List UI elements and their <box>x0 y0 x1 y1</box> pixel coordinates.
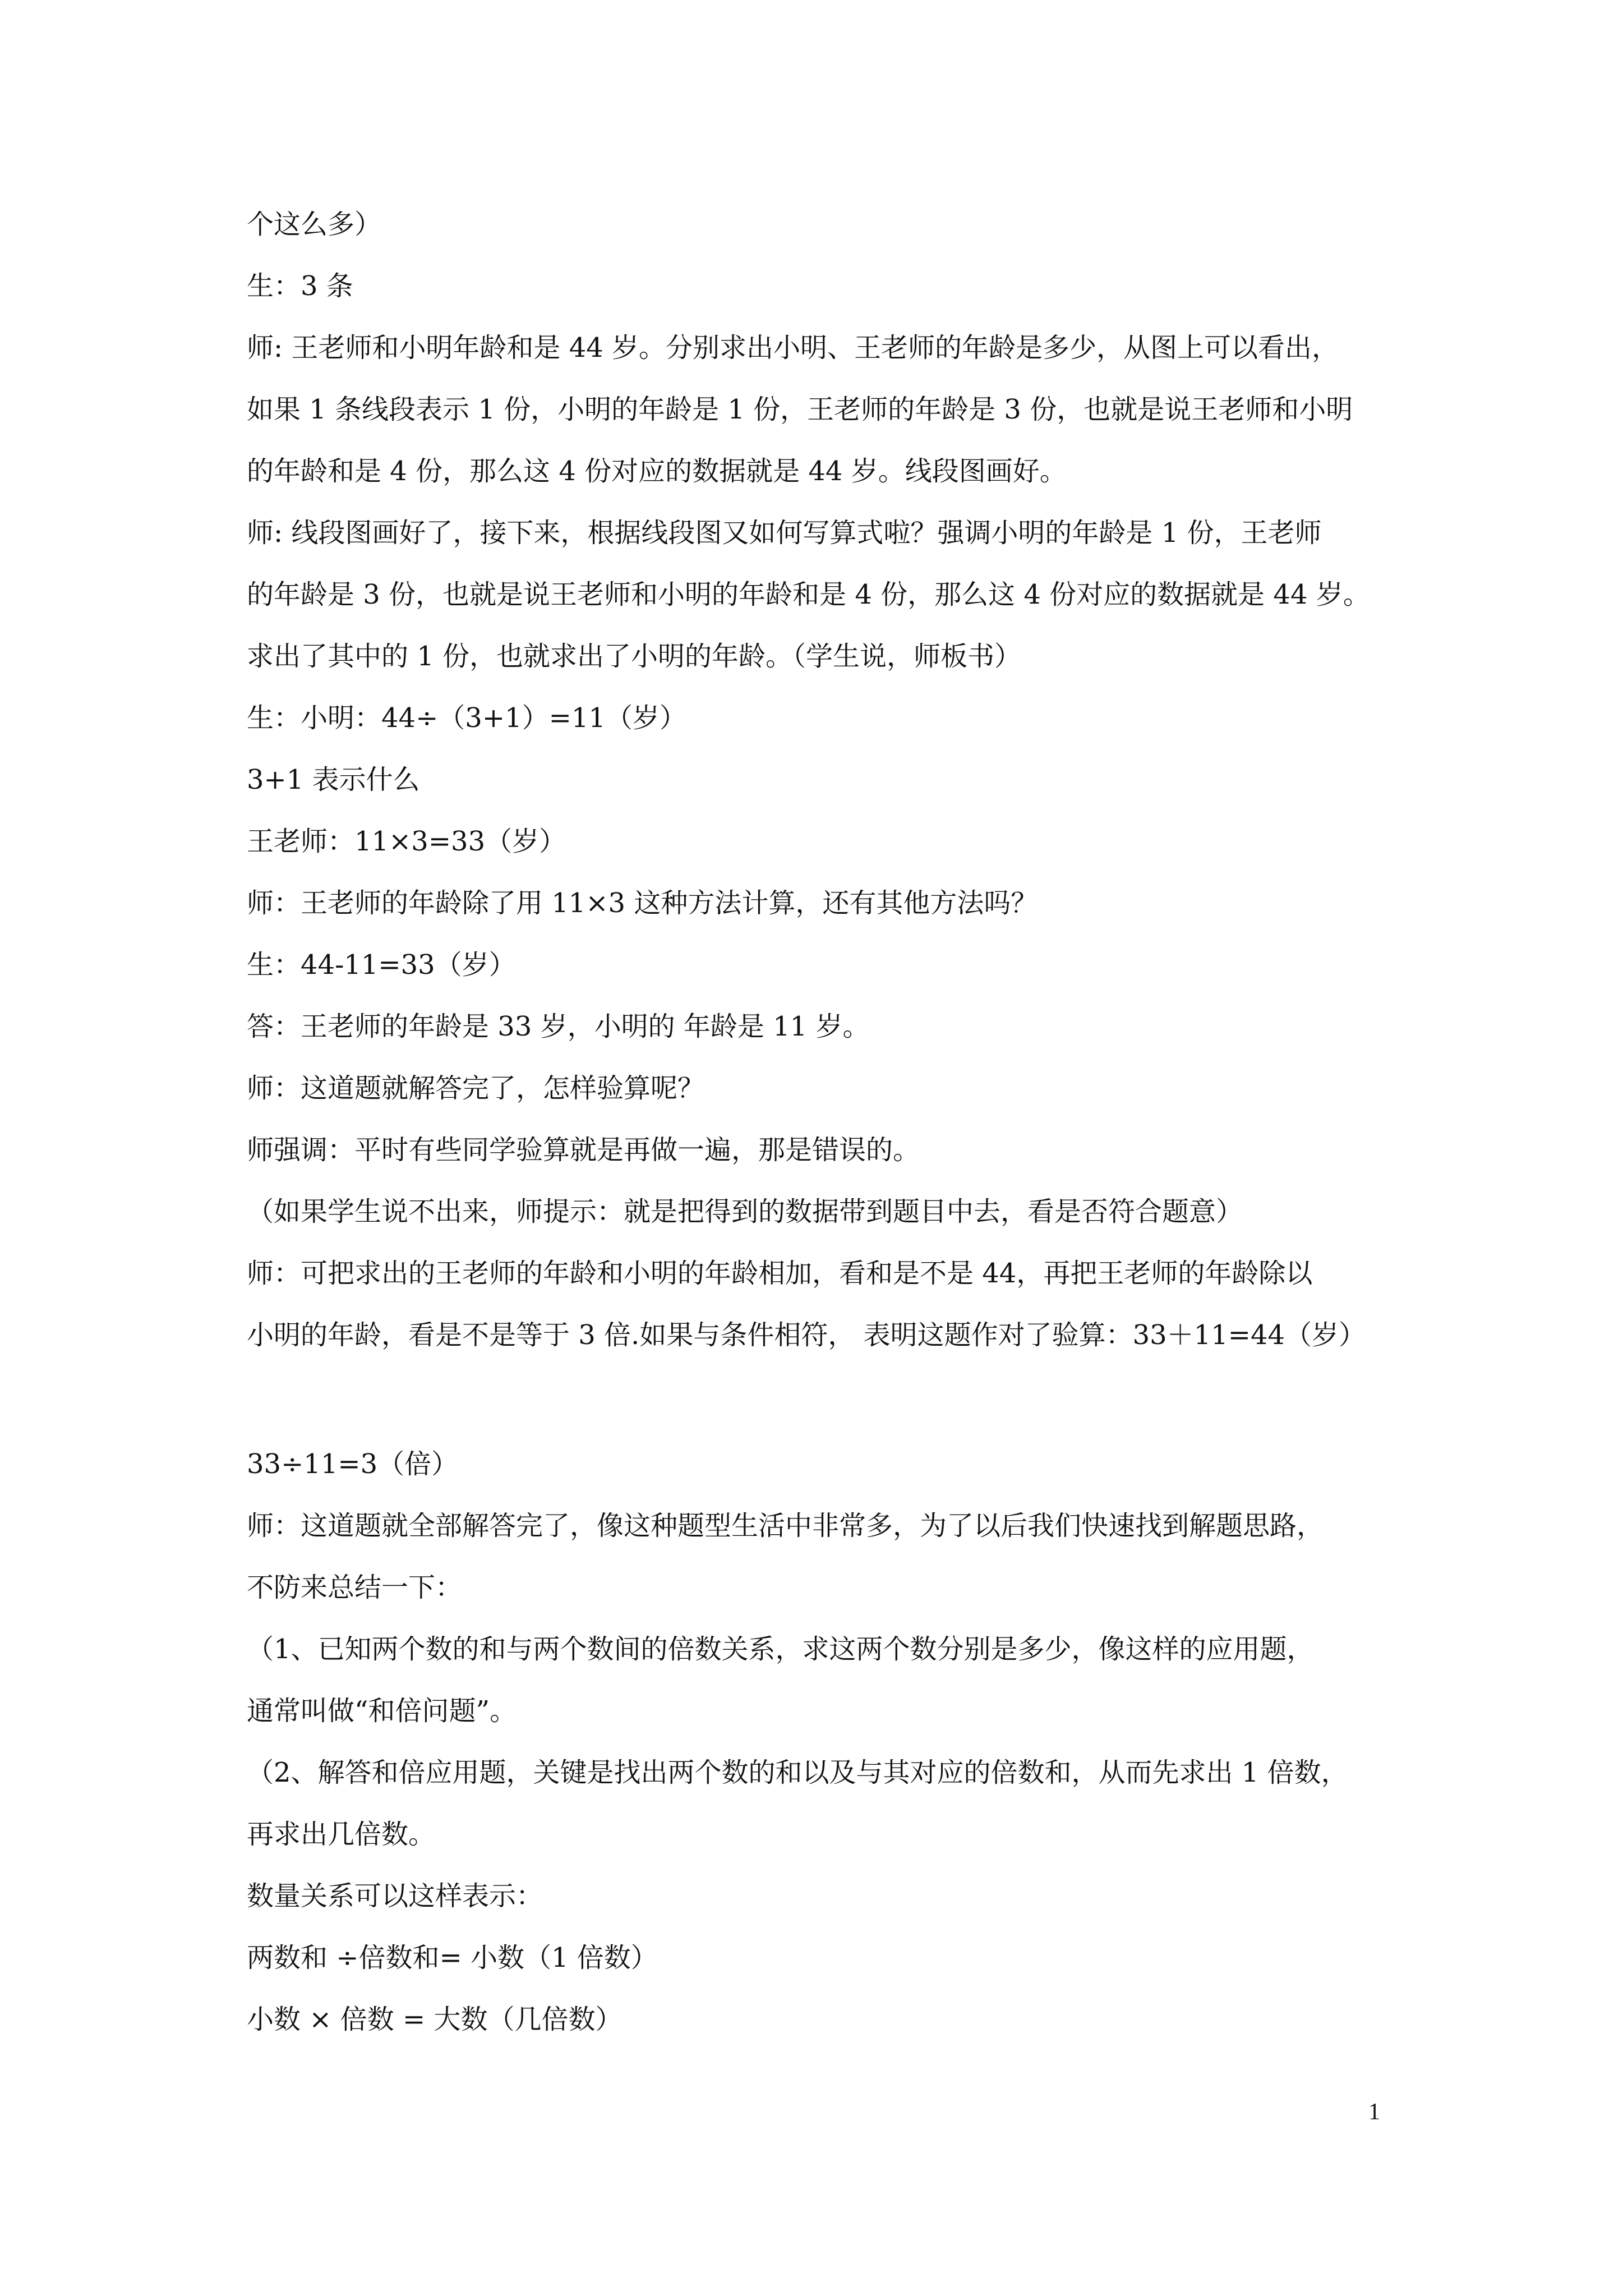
text-line: 师强调：平时有些同学验算就是再做一遍，那是错误的。 <box>247 1134 920 1166</box>
text-line: 生：44-11=33（岁） <box>247 949 516 981</box>
text-line: 不防来总结一下： <box>247 1572 463 1603</box>
text-line: 生：3 条 <box>247 270 353 302</box>
text-line: 的年龄是 3 份，也就是说王老师和小明的年龄和是 4 份，那么这 4 份对应的数据就是 44 岁。 <box>247 579 1370 610</box>
text-line: （2、解答和倍应用题，关键是找出两个数的和以及与其对应的倍数和，从而先求出 1 倍数， <box>247 1757 1348 1788</box>
text-line: 答：王老师的年龄是 33 岁，小明的 年龄是 11 岁。 <box>247 1011 870 1042</box>
text-line: 数量关系可以这样表示： <box>247 1880 543 1912</box>
text-line: 3+1 表示什么 <box>247 764 420 795</box>
text-line: 师：这道题就全部解答完了，像这种题型生活中非常多，为了以后我们快速找到解题思路， <box>247 1510 1324 1542</box>
text-line: 师：这道题就解答完了，怎样验算呢？ <box>247 1073 705 1104</box>
text-line: （如果学生说不出来，师提示：就是把得到的数据带到题目中去，看是否符合题意） <box>247 1196 1243 1227</box>
page-number: 1 <box>1368 2099 1380 2125</box>
text-line: 如果 1 条线段表示 1 份，小明的年龄是 1 份，王老师的年龄是 3 份，也就是说王老师和小明 <box>247 394 1353 425</box>
text-line: 33÷11=3（倍） <box>247 1448 459 1480</box>
text-line: 小明的年龄，看是不是等于 3 倍.如果与条件相符， 表明这题作对了验算：33＋11=44（岁） <box>247 1319 1366 1351</box>
text-line: 求出了其中的 1 份，也就求出了小明的年龄。（学生说，师板书） <box>247 641 1022 672</box>
text-line: 的年龄和是 4 份，那么这 4 份对应的数据就是 44 岁。线段图画好。 <box>247 455 1067 487</box>
text-line: 王老师：11×3=33（岁） <box>247 826 566 857</box>
text-line: 再求出几倍数。 <box>247 1819 436 1850</box>
text-line: 师：可把求出的王老师的年龄和小明的年龄相加，看和是不是 44，再把王老师的年龄除以 <box>247 1258 1313 1289</box>
text-line: 师: 线段图画好了，接下来，根据线段图又如何写算式啦？强调小明的年龄是 1 份，王老师 <box>247 517 1322 549</box>
text-line: 通常叫做“和倍问题”。 <box>247 1695 517 1727</box>
text-line: 两数和 ÷倍数和= 小数（1 倍数） <box>247 1942 658 1973</box>
text-line: 小数 × 倍数 = 大数（几倍数） <box>247 2004 623 2035</box>
text-line: （1、已知两个数的和与两个数间的倍数关系，求这两个数分别是多少，像这样的应用题， <box>247 1634 1314 1665</box>
text-line: 师：王老师的年龄除了用 11×3 这种方法计算，还有其他方法吗？ <box>247 887 1038 919</box>
text-line: 生：小明：44÷（3+1）=11（岁） <box>247 702 686 734</box>
text-line: 个这么多） <box>247 209 382 240</box>
text-line: 师: 王老师和小明年龄和是 44 岁。分别求出小明、王老师的年龄是多少，从图上可以看出， <box>247 332 1339 364</box>
